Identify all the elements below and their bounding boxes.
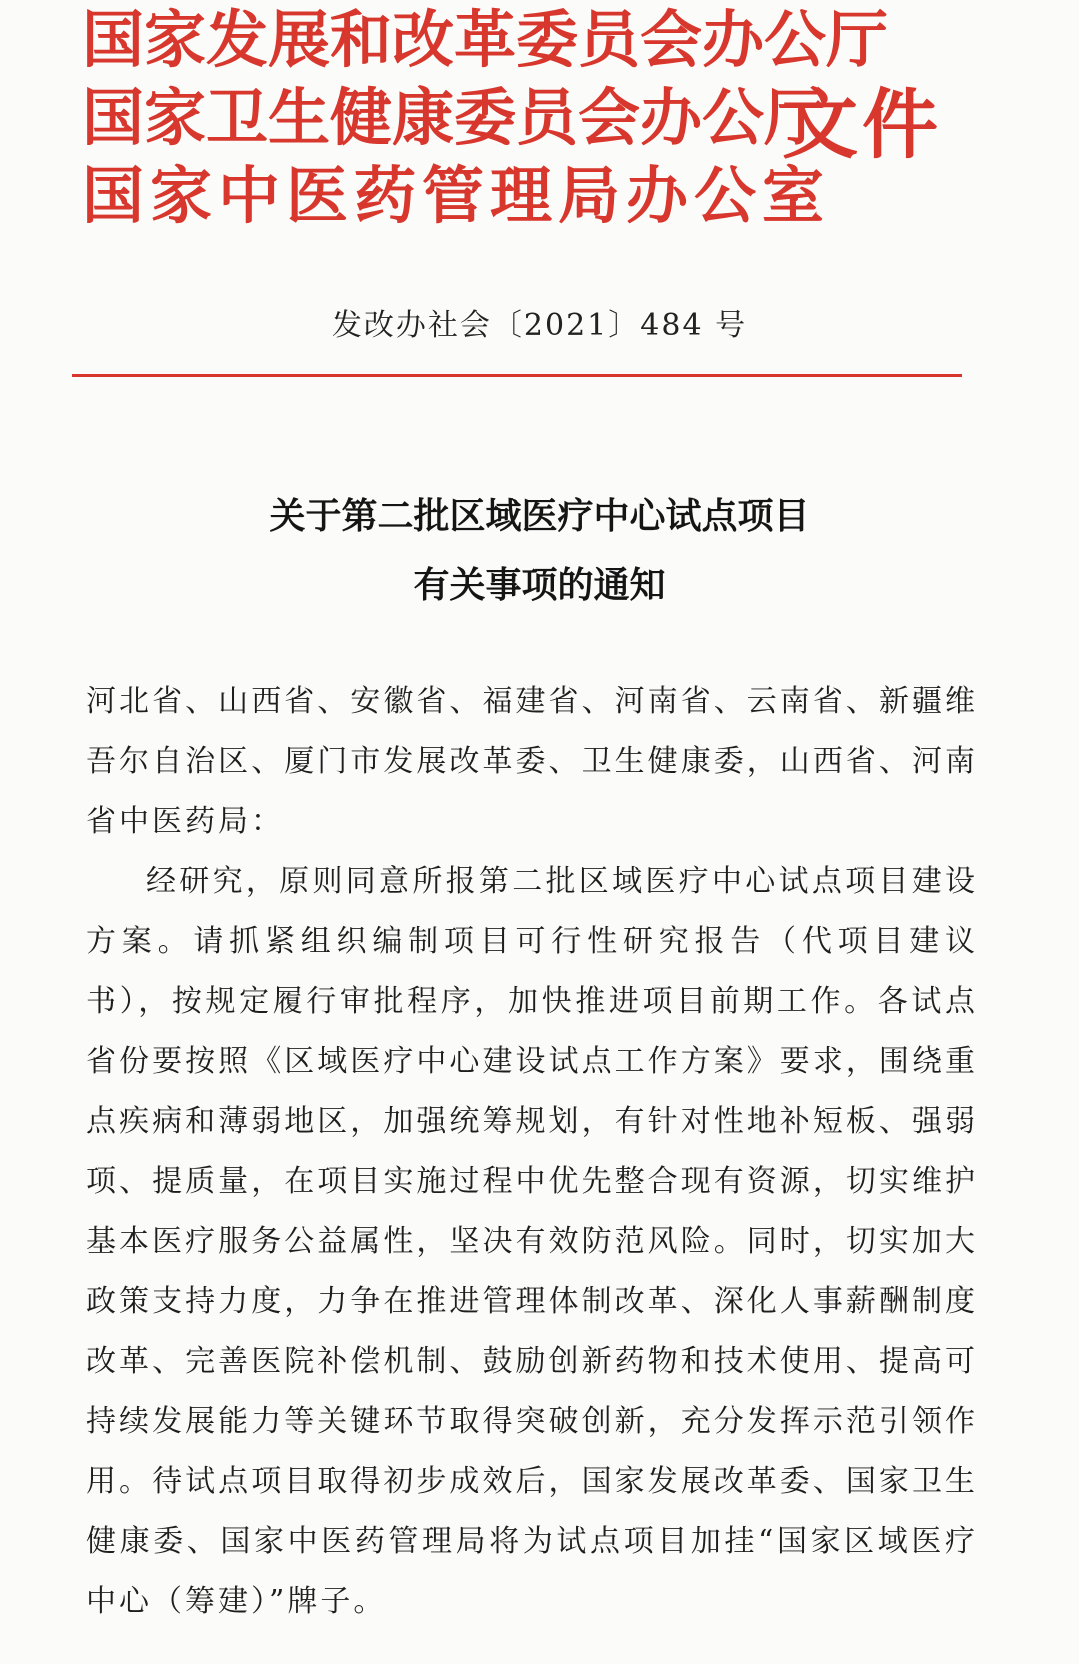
document-title-line-1: 关于第二批区域医疗中心试点项目 [269,496,810,537]
document-type-label: 文件 [782,80,942,169]
body-paragraph-1: 经研究，原则同意所报第二批区域医疗中心试点项目建设方案。请抓紧组织编制项目可行性研究报告（代项目建议书），按规定履行审批程序，加快推进项目前期工作。各试点省份要按照《区域医疗中心建设试点工作方案》要求，围绕重点疾病和薄弱地区，加强统筹规划，有针对性地补短板、强弱项、提质量，在项目实施过程中优先整合现有资源，切实维护基本医疗服务公益属性，坚决有效防范风险。同时，切实加大政策支持力度，力争在推进管理体制改革、深化人事薪酬制度改革、完善医院补偿机制、鼓励创新药物和技术使用、提高可持续发展能力等关键环节取得突破创新，充分发挥示范引领作用。待试点项目取得初步成效后，国家发展改革委、国家卫生健康委、国家中医药管理局将为试点项目加挂“国家区域医疗中心（筹建）”牌子。 [86,864,978,1619]
addressees-paragraph: 河北省、山西省、安徽省、福建省、河南省、云南省、新疆维吾尔自治区、厦门市发展改革委、卫生健康委，山西省、河南省中医药局： [86,684,978,839]
issuer-name-nhc: 国家卫生健康委员会办公厅 [82,81,827,154]
issuer-name-natcm: 国家中医药管理局办公室 [82,159,831,232]
document-title-line-2: 有关事项的通知 [413,565,666,606]
issuer-name-ndrc: 国家发展和改革委员会办公厅 [82,3,889,76]
document-body [86,672,978,1632]
header-red-divider [72,374,962,377]
document-header [82,0,1042,240]
document-number: 发改办社会〔2021〕484 号 [331,308,748,343]
